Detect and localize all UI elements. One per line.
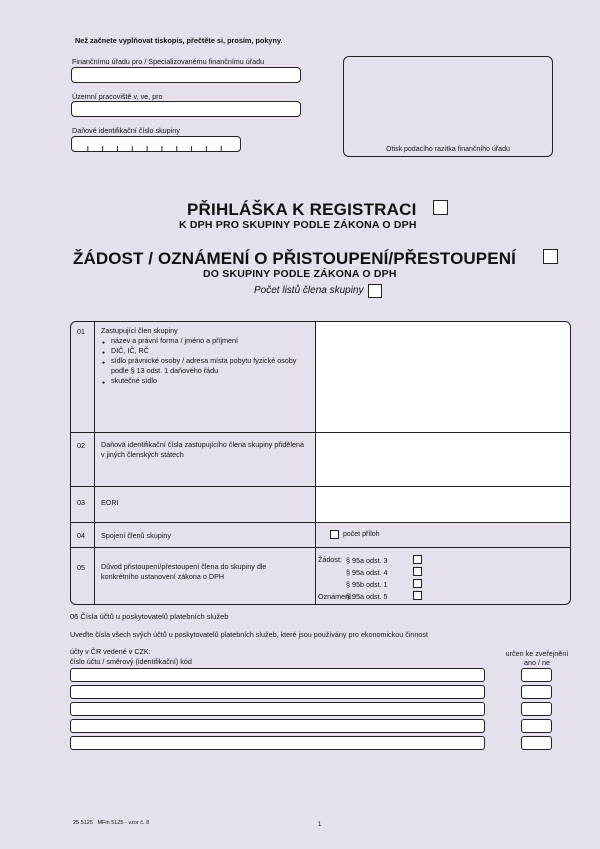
reason-checkbox[interactable] xyxy=(413,579,422,588)
row-label: Spojení členů skupiny xyxy=(101,531,171,540)
account-input[interactable] xyxy=(70,685,485,699)
office-label: Finančnímu úřadu pro / Specializovanému finančnímu úřadu xyxy=(72,57,265,66)
reason-label: § 95a odst. 3 xyxy=(346,556,388,565)
row-03 xyxy=(71,486,570,522)
row-04 xyxy=(71,522,570,547)
row-number: 01 xyxy=(77,327,85,336)
oznameni-label: Oznámení: xyxy=(318,592,354,601)
reason-label: § 95b odst. 1 xyxy=(346,580,388,589)
publish-input[interactable] xyxy=(521,736,552,750)
number-column-divider xyxy=(94,322,95,604)
row-number: 04 xyxy=(77,531,85,540)
registration-checkbox[interactable] xyxy=(433,200,448,215)
accounts-instruction: Uveďte čísla všech svých účtů u poskytovatelů platebních služeb, které jsou používány pro ekonomickou činnost xyxy=(70,630,428,639)
accounts-heading: 06 Čísla účtů u poskytovatelů platebních služeb xyxy=(70,612,229,621)
row-label: EORI xyxy=(101,498,119,507)
publish-yes-no: ano / ne xyxy=(524,658,550,667)
title-registration: PŘIHLÁŠKA K REGISTRACI xyxy=(187,200,417,219)
row-title: Zastupující člen skupiny xyxy=(101,326,178,335)
accounts-line2: číslo účtu / směrový (identifikační) kód xyxy=(70,657,192,666)
page-number: 1 xyxy=(318,822,322,828)
reason-label: § 95a odst. 4 xyxy=(346,568,388,577)
subtitle-registration: K DPH PRO SKUPINY PODLE ZÁKONA O DPH xyxy=(179,219,417,231)
row-02 xyxy=(71,432,570,486)
publish-input[interactable] xyxy=(521,719,552,733)
account-input[interactable] xyxy=(70,702,485,716)
account-input[interactable] xyxy=(70,736,485,750)
row-01-input[interactable] xyxy=(315,321,570,432)
reason-checkbox[interactable] xyxy=(413,555,422,564)
branch-input[interactable] xyxy=(71,101,301,117)
dic-input[interactable] xyxy=(71,136,241,152)
row-label xyxy=(101,326,309,386)
row-bullets xyxy=(101,336,309,386)
publish-input[interactable] xyxy=(521,702,552,716)
attachments-checkbox[interactable] xyxy=(330,530,339,539)
form-code: 25 5125 MFin 5125 - vzor č. 8 xyxy=(73,820,150,826)
dic-digit-separators xyxy=(72,146,240,151)
stamp-box xyxy=(343,56,553,157)
row-03-input[interactable] xyxy=(315,487,570,522)
reason-checkbox[interactable] xyxy=(413,567,422,576)
bullet-item: ● sídlo právnické osoby / adresa místa pobytu fyzické osoby podle § 13 odst. 1 daňového řádu xyxy=(111,356,309,376)
row-01 xyxy=(71,321,570,432)
bullet-item: ● skutečné sídlo xyxy=(111,376,309,386)
join-checkbox[interactable] xyxy=(543,249,558,264)
office-input[interactable] xyxy=(71,67,301,83)
subtitle-join: DO SKUPINY PODLE ZÁKONA O DPH xyxy=(203,268,397,280)
stamp-label: Otisk podacího razítka finančního úřadu xyxy=(386,146,510,153)
bullet-item: ● název a právní forma / jméno a příjmení xyxy=(111,336,309,346)
intro-text: Než začnete vyplňovat tiskopis, přečtěte si, prosím, pokyny. xyxy=(75,36,283,45)
row-number: 05 xyxy=(77,563,85,572)
attachments-label: počet příloh xyxy=(343,531,380,538)
sheets-label: Počet listů člena skupiny xyxy=(254,285,364,296)
accounts-line1: účty v ČR vedené v CZK: xyxy=(70,647,151,656)
account-input[interactable] xyxy=(70,668,485,682)
reason-checkbox[interactable] xyxy=(413,591,422,600)
branch-label: Územní pracoviště v, ve, pro xyxy=(72,92,163,101)
row-number: 02 xyxy=(77,441,85,450)
title-join: ŽÁDOST / OZNÁMENÍ O PŘISTOUPENÍ/PŘESTOUPENÍ xyxy=(73,249,516,268)
reason-label: § 95a odst. 5 xyxy=(346,592,388,601)
row-number: 03 xyxy=(77,498,85,507)
dic-label: Daňové identifikační číslo skupiny xyxy=(72,126,180,135)
publish-label: určen ke zveřejnění xyxy=(505,649,569,658)
row-05-cell xyxy=(315,548,570,605)
row-02-input[interactable] xyxy=(315,433,570,486)
main-table xyxy=(70,321,571,605)
sheets-count-box[interactable] xyxy=(368,284,382,298)
bullet-item: ● DIČ, IČ, RČ xyxy=(111,346,309,356)
zadost-label: Žádost: xyxy=(318,555,342,564)
publish-input[interactable] xyxy=(521,668,552,682)
account-input[interactable] xyxy=(70,719,485,733)
row-05 xyxy=(71,547,570,605)
row-label: Daňová identifikační čísla zastupujícího člena skupiny přidělená v jiných členských státech xyxy=(101,440,304,459)
row-label: Důvod přistoupení/přestoupení člena do skupiny dle konkrétního ustanovení zákona o DPH xyxy=(101,562,267,581)
row-04-cell xyxy=(315,523,570,547)
publish-input[interactable] xyxy=(521,685,552,699)
